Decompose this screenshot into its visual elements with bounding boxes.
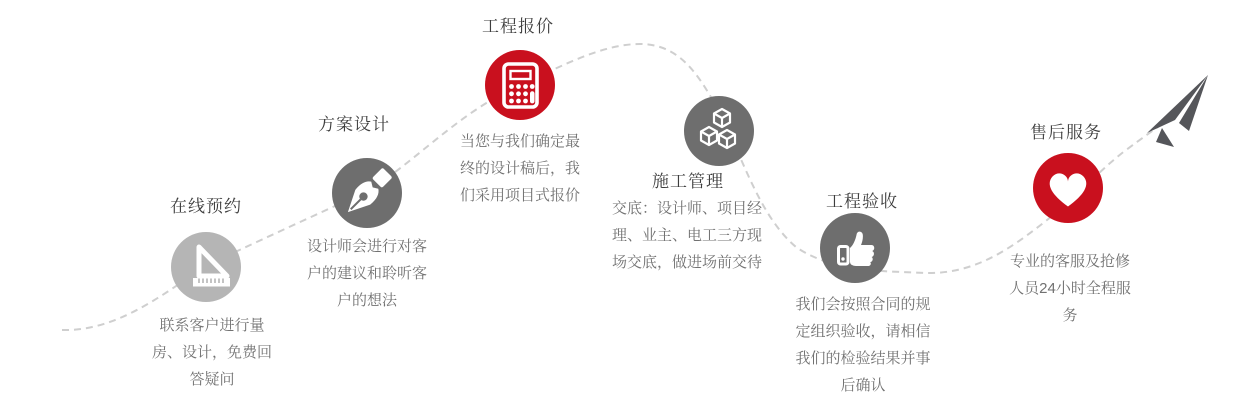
step-description [425, 128, 615, 209]
desc-line: 我们会按照合同的规 [795, 296, 931, 313]
desc-line: 场交底，做进场前交待 [611, 254, 762, 271]
desc-line: 设计师会进行对客 [306, 238, 427, 255]
step-circle [332, 158, 402, 228]
step-description [272, 233, 462, 314]
desc-line: 理、业主、电工三方现 [611, 227, 762, 244]
step-circle [684, 96, 754, 166]
desc-line: 联系客户进行量 [159, 317, 265, 334]
desc-line: 务 [1062, 307, 1078, 324]
step-title: 售后服务 [1030, 123, 1102, 142]
desc-line: 们采用项目式报价 [459, 187, 580, 204]
pen-icon [332, 158, 402, 228]
desc-line: 后确认 [840, 377, 886, 394]
desc-line: 交底：设计师、项目经 [611, 200, 762, 217]
desc-line: 定组织验收，请相信 [795, 323, 931, 340]
step-description [768, 291, 958, 399]
desc-line: 我们的检验结果并事 [795, 350, 931, 367]
step-circle [1033, 153, 1103, 223]
desc-line: 房、设计，免费回 [151, 344, 272, 361]
desc-line: 人员24小时全程服 [1009, 280, 1131, 297]
thumbs-up-icon [820, 213, 890, 283]
cubes-icon [684, 96, 754, 166]
heart-icon [1033, 153, 1103, 223]
step-description [117, 312, 307, 393]
step-circle [820, 213, 890, 283]
ruler-icon [171, 232, 241, 302]
step-title: 方案设计 [318, 115, 390, 134]
step-circle [171, 232, 241, 302]
desc-line: 终的设计稿后，我 [459, 160, 580, 177]
desc-line: 答疑问 [189, 371, 235, 388]
step-title: 工程报价 [482, 17, 554, 36]
step-description [975, 248, 1165, 329]
desc-line: 户的想法 [336, 292, 397, 309]
desc-line: 户的建议和聆听客 [306, 265, 427, 282]
desc-line: 专业的客服及抢修 [1009, 253, 1130, 270]
step-circle [485, 50, 555, 120]
paper-plane-icon [1147, 75, 1208, 147]
desc-line: 当您与我们确定最 [459, 133, 580, 150]
step-description [592, 195, 782, 276]
step-title: 施工管理 [652, 172, 724, 191]
step-title: 工程验收 [826, 192, 898, 211]
calculator-icon [485, 50, 555, 120]
step-title: 在线预约 [170, 197, 242, 216]
